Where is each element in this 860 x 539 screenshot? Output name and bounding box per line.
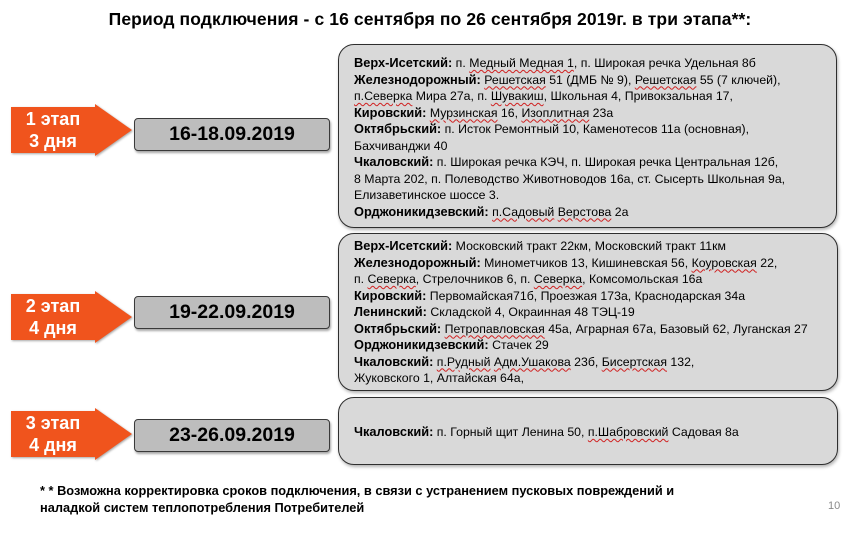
stage-3-number: 3 этап [25,413,81,433]
address-text: п. Горный щит Ленина 50, [433,425,588,439]
district-name: Октябрьский: [354,320,442,336]
address-line [354,138,836,155]
district-name: Железнодорожный: [354,254,481,270]
spellcheck-word: Адм.Ушакова [493,354,571,369]
address-text: 8 Марта 202, п. Полеводство Животноводов 16а, ст. Сысерть Школьная 9а, [354,171,786,186]
address-line [354,337,837,354]
district-name: Орджоникидзевский: [354,337,489,352]
address-text: Жуковского 1, Алтайская 64а, [354,371,524,385]
district-name: Чкаловский: [354,424,434,439]
district-name: Верх-Исетский: [354,238,453,253]
page-title: Период подключения - с 16 сентября по 26 сентября 2019г. в три этапа**: [108,9,752,29]
footnote-line-2: наладкой систем теплопотребления Потребителей [40,499,365,515]
address-text: п. [452,56,470,70]
address-text: 55 (7 ключей), [696,72,781,87]
address-line [354,424,837,441]
stage-2-arrow [11,291,134,343]
address-text: Первомайская71б, Проезжая 173а, Краснодарская 34а [426,288,746,303]
address-text: 16, [497,105,522,120]
district-name: Ленинский: [354,304,427,319]
address-text: 132, [667,354,695,369]
spellcheck-word: Бисертская [601,354,667,369]
address-line [354,255,837,272]
spellcheck-word: Верстова [557,204,612,219]
address-line [354,271,837,288]
address-text: 2а [611,204,629,219]
district-name: Верх-Исетский: [354,55,453,70]
address-text: 23б, [570,354,602,369]
stage-1-number: 1 этап [25,109,81,129]
stage-1-arrow [11,104,134,156]
address-line [354,321,837,338]
address-line [354,354,837,371]
address-line [354,105,836,122]
footnote-line-1: * * Возможна корректировка сроков подключения, в связи с устранением пусковых повреждений и [40,483,675,498]
district-name: Кировский: [354,104,427,120]
district-name: Чкаловский: [354,353,434,369]
stage-3-duration: 4 дня [29,435,77,455]
stage-2-label [16,295,90,339]
stage-1-duration: 3 дня [29,131,77,151]
address-text: Садовая 8а [668,425,739,439]
address-line [354,288,837,305]
district-name: Октябрьский: [354,121,442,136]
spellcheck-word: п.Шабровский [587,425,669,439]
spellcheck-word: Решетская [484,72,546,87]
district-name: Кировский: [354,287,427,303]
stage-3-label [16,412,90,456]
address-line [354,204,836,221]
stage-3-address-panel [338,397,838,465]
address-line [354,88,836,105]
stage-1-label [16,108,90,152]
address-text: Бахчиванджи 40 [354,138,448,153]
spellcheck-word: п.Рудный [436,354,491,369]
district-name: Железнодорожный: [354,71,481,87]
address-text: п. Исток Ремонтный 10, Каменотесов 11а (основная), [441,122,749,136]
address-line [354,304,837,321]
stage-2-duration: 4 дня [29,318,77,338]
page-number: 10 [828,500,841,512]
spellcheck-word: Медный Медная 1 [469,56,574,70]
address-text: Складской 4, Окраинная 48 ТЭЦ-19 [426,305,635,319]
spellcheck-word: Северка [533,272,583,286]
address-text: п. [354,272,368,286]
address-text: , п. Широкая речка Удельная 8б [573,56,756,70]
address-text: Стачек 29 [488,338,549,352]
stage-2-number: 2 этап [25,296,81,316]
spellcheck-word: п.Северка [354,89,413,103]
district-name: Орджоникидзевский: [354,203,489,219]
address-text: Елизаветинское шоссе 3. [354,188,500,202]
address-text: 22, [756,255,778,270]
address-text: , Стрелочников 6, п. [415,272,534,286]
address-text: , Комсомольская 16а [582,272,703,286]
stage-1-dates: 16-18.09.2019 [134,118,330,151]
address-text: , Школьная 4, Привокзальная 17, [543,89,733,103]
address-line [354,55,836,72]
spellcheck-word: п.Садовый [492,204,555,219]
spellcheck-word: Решетская [634,72,697,87]
address-line [354,72,836,89]
address-line [354,187,836,204]
address-line [354,121,836,138]
stage-2-dates: 19-22.09.2019 [134,296,330,329]
stage-1-address-panel [338,44,837,228]
address-line [354,238,837,255]
address-text: 51 (ДМБ № 9), [545,72,635,87]
address-text: 23а [589,105,614,120]
address-text: Мира 27а, п. [412,89,491,103]
spellcheck-word: Мурзинская [429,105,498,120]
spellcheck-word: Изоплитная [521,105,590,120]
stage-2-address-panel [338,233,838,391]
stage-3-arrow [11,408,134,460]
address-line [354,370,837,387]
address-text: 45а, Аграрная 67а, Базовый 62, Луганская 27 [544,321,808,336]
stage-3-dates: 23-26.09.2019 [134,419,330,452]
address-line [354,171,836,188]
address-text: Московский тракт 22км, Московский тракт 11км [452,239,726,253]
footnote [40,483,810,516]
spellcheck-word: Северка [367,272,416,286]
spellcheck-word: Коуровская [691,255,757,270]
address-text: п. Широкая речка КЭЧ, п. Широкая речка Центральная 12б, [433,155,779,169]
address-text: Минометчиков 13, Кишиневская 56, [480,255,692,270]
address-line [354,154,836,171]
spellcheck-word: Петропавловская [444,321,545,336]
spellcheck-word: Шувакиш [490,89,544,103]
district-name: Чкаловский: [354,154,434,169]
